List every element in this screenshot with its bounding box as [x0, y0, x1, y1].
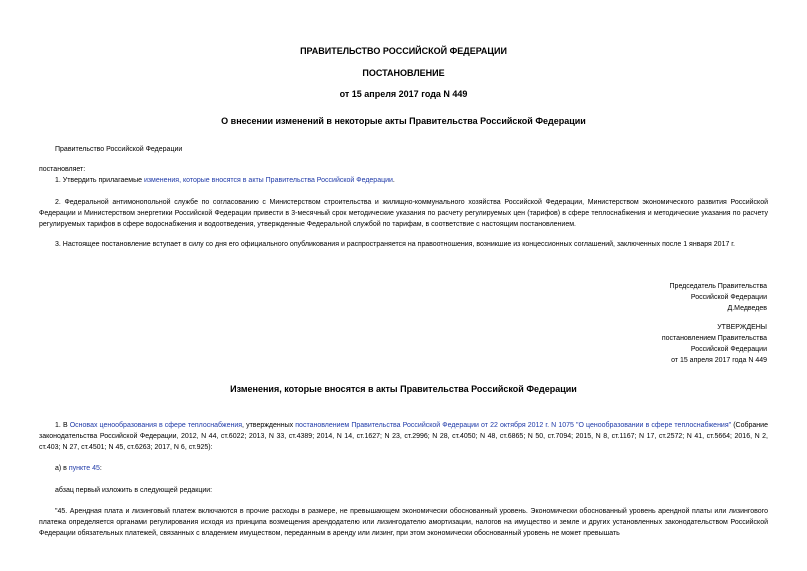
item-1-suffix: . [392, 177, 395, 184]
item-1-prefix: 1. Утвердить прилагаемые [55, 177, 144, 184]
subitem-a [55, 463, 102, 474]
government-heading: ПРАВИТЕЛЬСТВО РОССИЙСКОЙ ФЕДЕРАЦИИ [300, 46, 507, 56]
document-type-heading: ПОСТАНОВЛЕНИЕ [362, 68, 445, 78]
change-item-1 [39, 420, 768, 453]
clause-45-quote: "45. Арендная плата и лизинговый платеж включаются в прочие расходы в размере, не превышающем экономически обоснованный уровень. Экономически обоснованный уровень арендной платы или лизингового платежа определяется органами регулирования исходя из принципа возмещения арендодателю или лизингодателю амортизации, налогов на имущество и земле и других установленных законодательством Российской Федерации обязательных платежей, связанных с владением имуществом, переданным в аренду или лизинг, при этом экономически обоснованный уровень не может превышать [39, 508, 768, 537]
intro-text: Правительство Российской Федерации [55, 146, 183, 153]
resolution-1075-link[interactable]: постановлением Правительства Российской Федерации от 22 октября 2012 г. N 1075 "О ценообразовании в сфере теплоснабжения" [295, 422, 732, 429]
signature-name: Д.Медведев [727, 305, 767, 312]
document-date-number: от 15 апреля 2017 года N 449 [339, 89, 468, 99]
approval-heading: УТВЕРЖДЕНЫ [717, 324, 767, 331]
subitem-a-prefix: а) в [55, 465, 69, 472]
item-3: 3. Настоящее постановление вступает в силу со дня его официального опубликования и распространяется на правоотношения, возникшие из концессионных соглашений, заключенных после 1 января 2017 г. [55, 241, 735, 248]
approval-line-3: Российской Федерации [690, 346, 767, 353]
clause-45-link[interactable]: пункте 45 [68, 465, 100, 472]
pricing-principles-link[interactable]: Основах ценообразования в сфере теплоснабжения [69, 422, 243, 429]
change-1-text-b: , утвержденных [242, 422, 296, 429]
changes-title: Изменения, которые вносятся в акты Правительства Российской Федерации [230, 384, 577, 394]
signature-title: Председатель Правительства [669, 283, 767, 290]
approval-line-4: от 15 апреля 2017 года N 449 [671, 357, 767, 364]
paragraph-note: абзац первый изложить в следующей редакции: [55, 487, 213, 494]
document-title: О внесении изменений в некоторые акты Правительства Российской Федерации [221, 116, 586, 126]
subitem-a-suffix: : [99, 465, 102, 472]
changes-link[interactable]: изменения, которые вносятся в акты Правительства Российской Федерации [143, 177, 393, 184]
approval-line-2: постановлением Правительства [661, 335, 767, 342]
resolves-text: постановляет: [39, 166, 86, 173]
change-1-text-c: (Собрание законодательства Российской Федерации, 2012, N 44, ст.6022; 2013, N 33, ст.4389; 2014, N 14, ст.1627; N 23, ст.2996; N 28, ст.4050; N 48, ст.6865; N 50, ст.7094; 2015, N 8, ст.1167; N 17, ст.2572; N 41, ст.5664; 2016, N 2, ст.403; N 27, ст.4501; N 45, ст.6263; 2017, N 6, ст.925): [39, 422, 768, 451]
change-1-text-a: 1. В [55, 422, 70, 429]
signature-country: Российской Федерации [690, 294, 767, 301]
item-1 [55, 175, 395, 186]
item-2: 2. Федеральной антимонопольной службе по согласованию с Министерством строительства и жилищно-коммунального хозяйства Российской Федерации, Министерством экономического развития Российской Федерации и Министерством энергетики Российской Федерации привести в 3-месячный срок методические указания по расчету регулируемых цен (тарифов) в сфере теплоснабжения и методические указания по расчету регулируемых тарифов в сфере водоснабжения и водоотведения, утвержденные Федеральной службой по тарифам, в соответствие с настоящим постановлением. [39, 199, 768, 228]
